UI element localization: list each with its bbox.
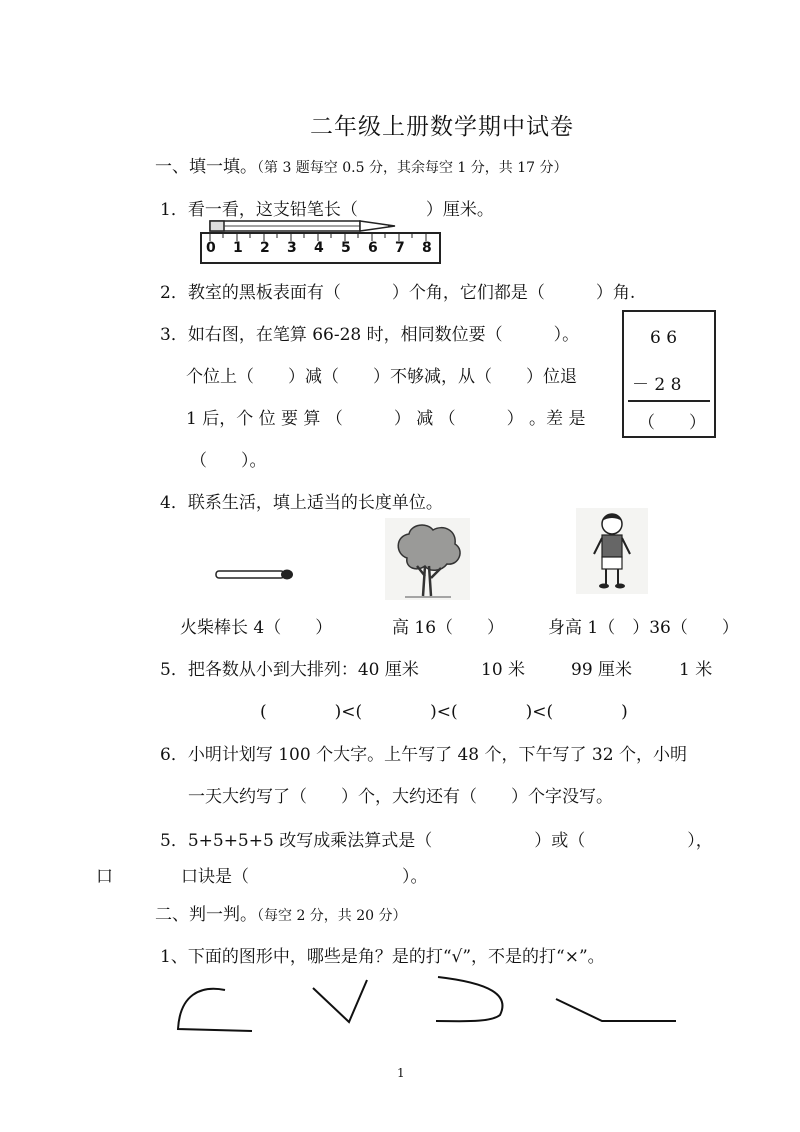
ruler-tick-label: 2 xyxy=(260,240,270,256)
result-line xyxy=(628,400,710,402)
question-3-line1: 3．如右图，在笔算 66-28 时，相同数位要（ ）。 xyxy=(160,325,580,345)
section1-note: （第 3 题每空 0.5 分，其余每空 1 分，共 17 分） xyxy=(257,160,568,176)
section2-note: （每空 2 分，共 20 分） xyxy=(257,908,407,924)
section1-heading-text: 一、填一填。 xyxy=(155,157,257,177)
section1-heading xyxy=(155,152,568,177)
question-5: 5．把各数从小到大排列：40 厘米 xyxy=(160,660,419,680)
ruler-tick-label: 5 xyxy=(341,240,351,256)
matchstick-icon xyxy=(216,569,296,581)
caption-boy: 身高 1（ ）36（ ） xyxy=(548,618,739,638)
ruler-tick-label: 8 xyxy=(422,240,432,256)
q5-value: 10 米 xyxy=(481,660,526,680)
ruler-tick-label: 3 xyxy=(287,240,297,256)
subtrahend: － 2 8 xyxy=(632,375,682,395)
minuend: 6 6 xyxy=(650,328,678,348)
question-6-line2: 一天大约写了（ ）个，大约还有（ ）个字没写。 xyxy=(188,787,613,807)
shape-curve-hook xyxy=(170,985,260,1035)
question-2: 2．教室的黑板表面有（ ）个角，它们都是（ ）角. xyxy=(160,283,636,303)
shape-angle-v xyxy=(305,978,375,1028)
ruler-tick-label: 0 xyxy=(206,240,216,256)
page-title: 二年级上册数学期中试卷 xyxy=(310,114,574,140)
ruler-tick-label: 4 xyxy=(314,240,324,256)
page-number: 1 xyxy=(397,1066,405,1080)
question-1: 1．看一看，这支铅笔长（ ）厘米。 xyxy=(160,200,494,220)
ruler-tick-label: 7 xyxy=(395,240,405,256)
shape-bent-line xyxy=(550,995,680,1030)
result-blank: （ ） xyxy=(638,413,706,433)
question-7-line1: 5．5+5+5+5 改写成乘法算式是（ ）或（ ）， xyxy=(160,831,713,851)
question-6-line1: 6．小明计划写 100 个大字。上午写了 48 个，下午写了 32 个，小明 xyxy=(160,745,687,765)
section2-question-1: 1、下面的图形中，哪些是角？是的打“√”，不是的打“×”。 xyxy=(160,947,605,967)
boy-icon xyxy=(576,508,648,594)
q5-value: 99 厘米 xyxy=(571,660,633,680)
ruler xyxy=(200,232,441,264)
q5-value: 1 米 xyxy=(679,660,713,680)
question-3-line2: 个位上（ ）减（ ）不够减，从（ ）位退 xyxy=(186,367,577,387)
caption-tree: 高 16（ ） xyxy=(392,618,505,638)
section2-heading xyxy=(155,900,407,925)
shape-curve-u xyxy=(430,975,510,1030)
vertical-subtraction-box xyxy=(622,310,716,438)
question-7-line2: 口诀是（ ）。 xyxy=(181,867,428,887)
caption-match: 火柴棒长 4（ ） xyxy=(180,618,333,638)
margin-char: 口 xyxy=(96,867,113,887)
tree-icon xyxy=(385,518,470,600)
question-3-line4: （ ）。 xyxy=(190,451,267,471)
question-3-line3: 1 后，个 位 要 算 （ ） 减 （ ） 。差 是 xyxy=(186,409,586,429)
question-4: 4．联系生活，填上适当的长度单位。 xyxy=(160,493,443,513)
section2-heading-text: 二、判一判。 xyxy=(155,905,257,925)
ruler-tick-label: 1 xyxy=(233,240,243,256)
ruler-tick-label: 6 xyxy=(368,240,378,256)
q5-answer-blanks: ( )<( )<( )<( ) xyxy=(260,702,628,722)
